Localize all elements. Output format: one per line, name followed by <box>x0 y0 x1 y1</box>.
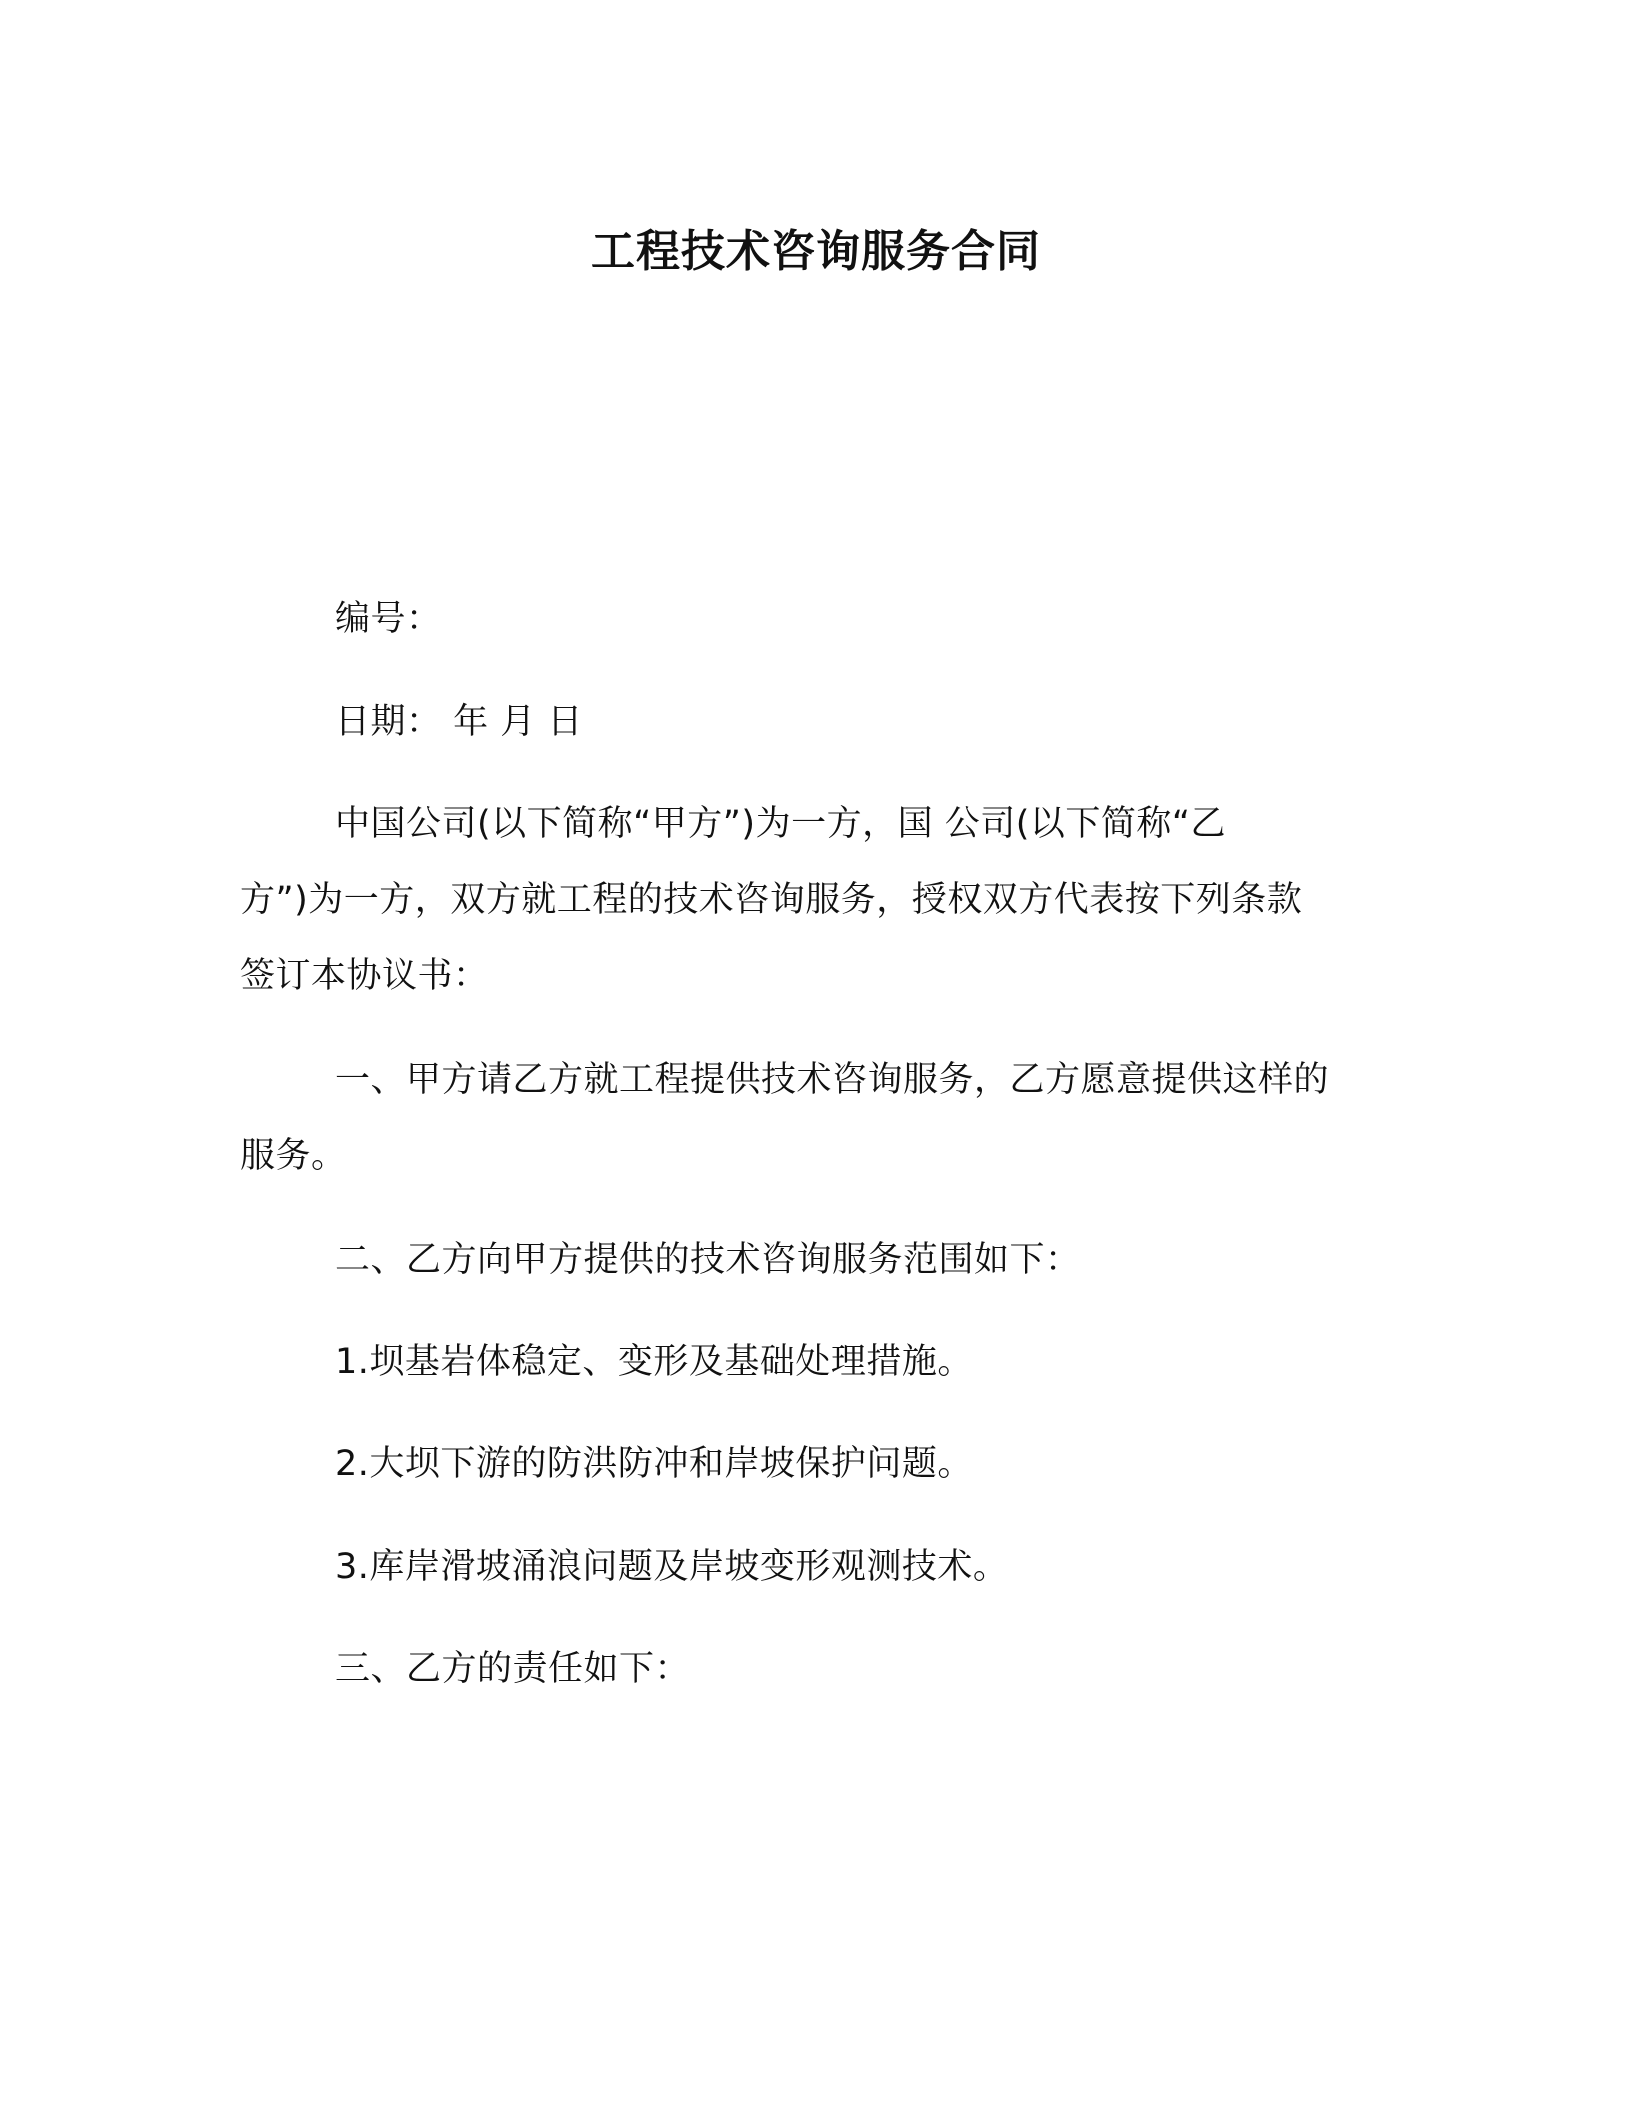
clause-one-line-1: 一、甲方请乙方就工程提供技术咨询服务，乙方愿意提供这样的 <box>335 1060 1330 1100</box>
scope-item-3: 3.库岸滑坡涌浪问题及岸坡变形观测技术。 <box>335 1547 1009 1587</box>
clause-one-line-2: 服务。 <box>240 1136 347 1176</box>
contract-number-label: 编号： <box>335 599 442 639</box>
intro-line-1: 中国公司(以下简称“甲方”)为一方，国 公司(以下简称“乙 <box>335 804 1226 844</box>
contract-date-label: 日期： 年 月 日 <box>335 702 583 742</box>
document-title: 工程技术咨询服务合同 <box>591 226 1041 277</box>
clause-two-heading: 二、乙方向甲方提供的技术咨询服务范围如下： <box>335 1240 1081 1280</box>
scope-item-1: 1.坝基岩体稳定、变形及基础处理措施。 <box>335 1342 973 1382</box>
intro-line-2: 方”)为一方，双方就工程的技术咨询服务，授权双方代表按下列条款 <box>240 880 1303 920</box>
intro-line-3: 签订本协议书： <box>240 956 489 996</box>
clause-three-heading: 三、乙方的责任如下： <box>335 1649 691 1689</box>
scope-item-2: 2.大坝下游的防洪防冲和岸坡保护问题。 <box>335 1444 973 1484</box>
